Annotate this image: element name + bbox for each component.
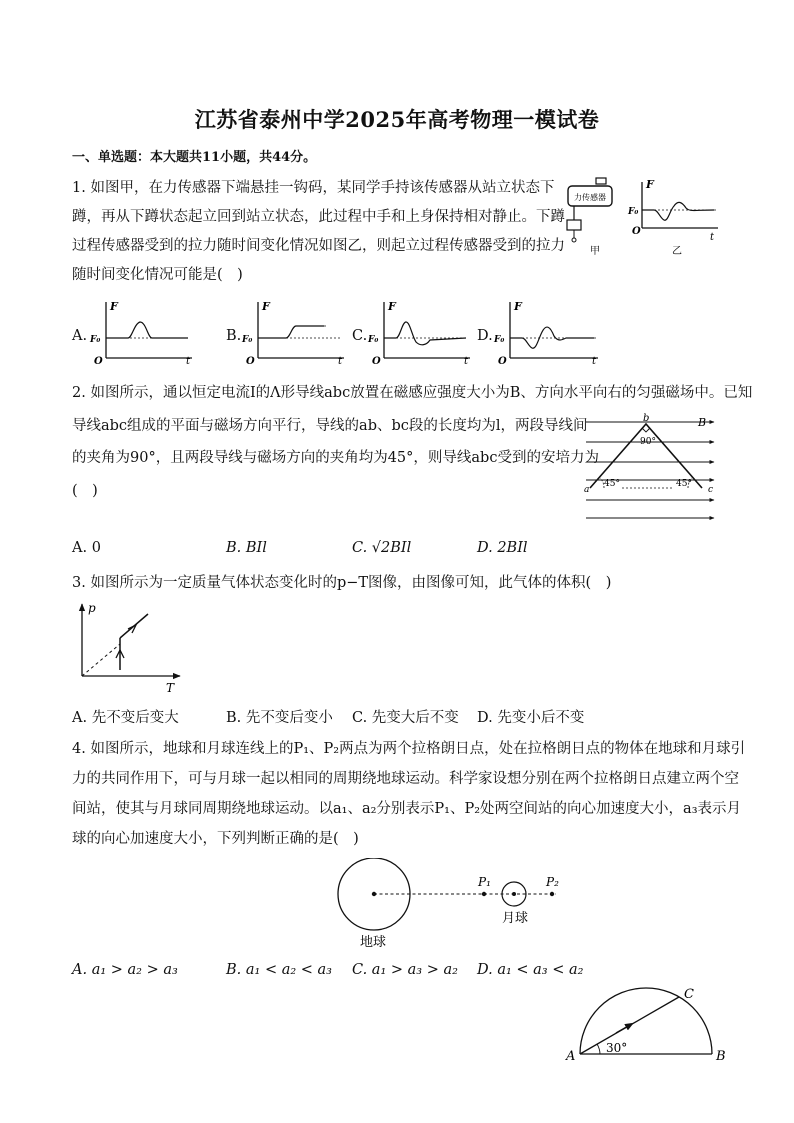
axis-p: p xyxy=(88,601,96,615)
graph-yi xyxy=(627,178,718,257)
q2-option-b: B. BIl xyxy=(226,540,267,556)
jia-label: 甲 xyxy=(590,246,600,257)
q1-option-a-graph xyxy=(88,296,198,366)
sensor-label: 力传感器 xyxy=(574,193,606,202)
q4-option-b: B. a₁ < a₂ < a₃ xyxy=(226,962,332,978)
svg-text:F₀: F₀ xyxy=(494,335,505,345)
q4-option-c: C. a₁ > a₃ > a₂ xyxy=(352,962,458,978)
P2-point xyxy=(550,892,554,896)
q2-line-2: 导线abc组成的平面与磁场方向平行，导线的ab、bc段的长度均为l，两段导线间 xyxy=(72,418,588,434)
q4-earth-moon-figure xyxy=(330,858,580,954)
q1-figure-jia-yi xyxy=(562,176,722,260)
svg-text:F: F xyxy=(262,300,270,313)
svg-text:F₀: F₀ xyxy=(90,335,101,345)
section-heading: 一、单选题：本大题共11小题，共44分。 xyxy=(72,150,317,165)
q2-line-4: ( ) xyxy=(72,483,98,499)
axis-T: T xyxy=(166,681,175,695)
q1-option-a-label: A. xyxy=(72,328,88,344)
q4-line-2: 力的共同作用下，可与月球一起以相同的周期绕地球运动。科学家设想分别在两个拉格朗日点建立两个空 xyxy=(72,771,739,787)
label-moon: 月球 xyxy=(502,911,529,926)
q1-option-c-graph xyxy=(366,296,476,366)
svg-text:F₀: F₀ xyxy=(368,335,379,345)
label-a: a xyxy=(584,485,590,495)
svg-text:O: O xyxy=(372,356,381,366)
q1-line-1: 1. 如图甲，在力传感器下端悬挂一钩码，某同学手持该传感器从站立状态下 xyxy=(72,180,555,196)
q1-line-2: 蹲，再从下蹲状态起立回到站立状态，此过程中手和上身保持相对静止。下蹲 xyxy=(72,209,565,225)
q2-line-1: 2. 如图所示，通以恒定电流I的Λ形导线abc放置在磁感应强度大小为B、方向水平向右的匀强磁场中。已知 xyxy=(72,385,753,401)
q4-line-3: 间站，使其与月球同周期绕地球运动。以a₁、a₂分别表示P₁、P₂处两空间站的向心加速度大小，a₃表示月 xyxy=(72,801,742,817)
q3-option-c: C. 先变大后不变 xyxy=(352,710,459,726)
label-P1: P₁ xyxy=(478,875,491,889)
svg-text:F₀: F₀ xyxy=(242,335,253,345)
svg-text:t: t xyxy=(464,356,469,366)
svg-text:F: F xyxy=(514,300,522,313)
axis-t: t xyxy=(710,232,715,243)
q1-option-d-label: D. xyxy=(477,328,493,344)
q2-option-c: C. √2BIl xyxy=(352,540,412,556)
q4-line-1: 4. 如图所示，地球和月球连线上的P₁、P₂两点为两个拉格朗日点，处在拉格朗日点的物体在地球和月球引 xyxy=(72,741,746,757)
q5-semicircle-figure xyxy=(564,986,736,1066)
q1-option-b-label: B. xyxy=(226,328,242,344)
q1-line-3: 过程传感器受到的拉力随时间变化情况如图乙，则起立过程传感器受到的拉力 xyxy=(72,238,565,254)
label-P2: P₂ xyxy=(546,875,559,889)
svg-text:t: t xyxy=(186,356,191,366)
exam-title: 江苏省泰州中学2025年高考物理一模试卷 xyxy=(194,107,600,132)
label-B: B xyxy=(716,1049,726,1064)
q1-option-b-graph xyxy=(240,296,350,366)
angle-30: 30° xyxy=(606,1041,628,1055)
axis-F0: F₀ xyxy=(628,207,639,217)
q2-line-3: 的夹角为90°，且两段导线与磁场方向的夹角均为45°，则导线abc受到的安培力为 xyxy=(72,450,599,466)
q3-pT-graph xyxy=(70,600,186,696)
origin-O: O xyxy=(632,226,641,237)
q3-option-d: D. 先变小后不变 xyxy=(477,710,585,726)
label-C: C xyxy=(684,987,694,1002)
svg-text:t: t xyxy=(338,356,343,366)
q1-option-c-label: C. xyxy=(352,328,368,344)
label-earth: 地球 xyxy=(360,935,387,950)
force-sensor-icon xyxy=(567,178,612,242)
axis-F: F xyxy=(646,178,654,191)
q3-option-a: A. 先不变后变大 xyxy=(72,710,179,726)
q2-option-d: D. 2BIl xyxy=(477,540,528,556)
angle-90: 90° xyxy=(640,437,656,447)
svg-text:O: O xyxy=(246,356,255,366)
q3-option-b: B. 先不变后变小 xyxy=(226,710,333,726)
P1-point xyxy=(482,892,486,896)
q1-option-d-graph xyxy=(492,296,604,366)
label-B: B xyxy=(698,416,707,429)
svg-text:F: F xyxy=(388,300,396,313)
label-b: b xyxy=(643,413,650,424)
q2-field-figure xyxy=(582,410,720,528)
svg-text:O: O xyxy=(94,356,103,366)
label-c: c xyxy=(708,485,714,495)
q3-line-1: 3. 如图所示为一定质量气体状态变化时的p−T图像，由图像可知，此气体的体积( ) xyxy=(72,575,612,591)
yi-label: 乙 xyxy=(672,246,682,257)
q4-line-4: 球的向心加速度大小，下列判断正确的是( ) xyxy=(72,831,359,847)
q1-line-4: 随时间变化情况可能是( ) xyxy=(72,267,243,283)
svg-text:F: F xyxy=(110,300,118,313)
angle-left-45: 45° xyxy=(604,479,620,489)
svg-text:t: t xyxy=(592,356,597,366)
angle-right-45: 45° xyxy=(676,479,692,489)
label-A: A xyxy=(566,1049,576,1064)
q4-option-a: A. a₁ > a₂ > a₃ xyxy=(72,962,178,978)
q2-option-a: A. 0 xyxy=(72,540,101,556)
svg-text:O: O xyxy=(498,356,507,366)
q4-option-d: D. a₁ < a₃ < a₂ xyxy=(477,962,584,978)
